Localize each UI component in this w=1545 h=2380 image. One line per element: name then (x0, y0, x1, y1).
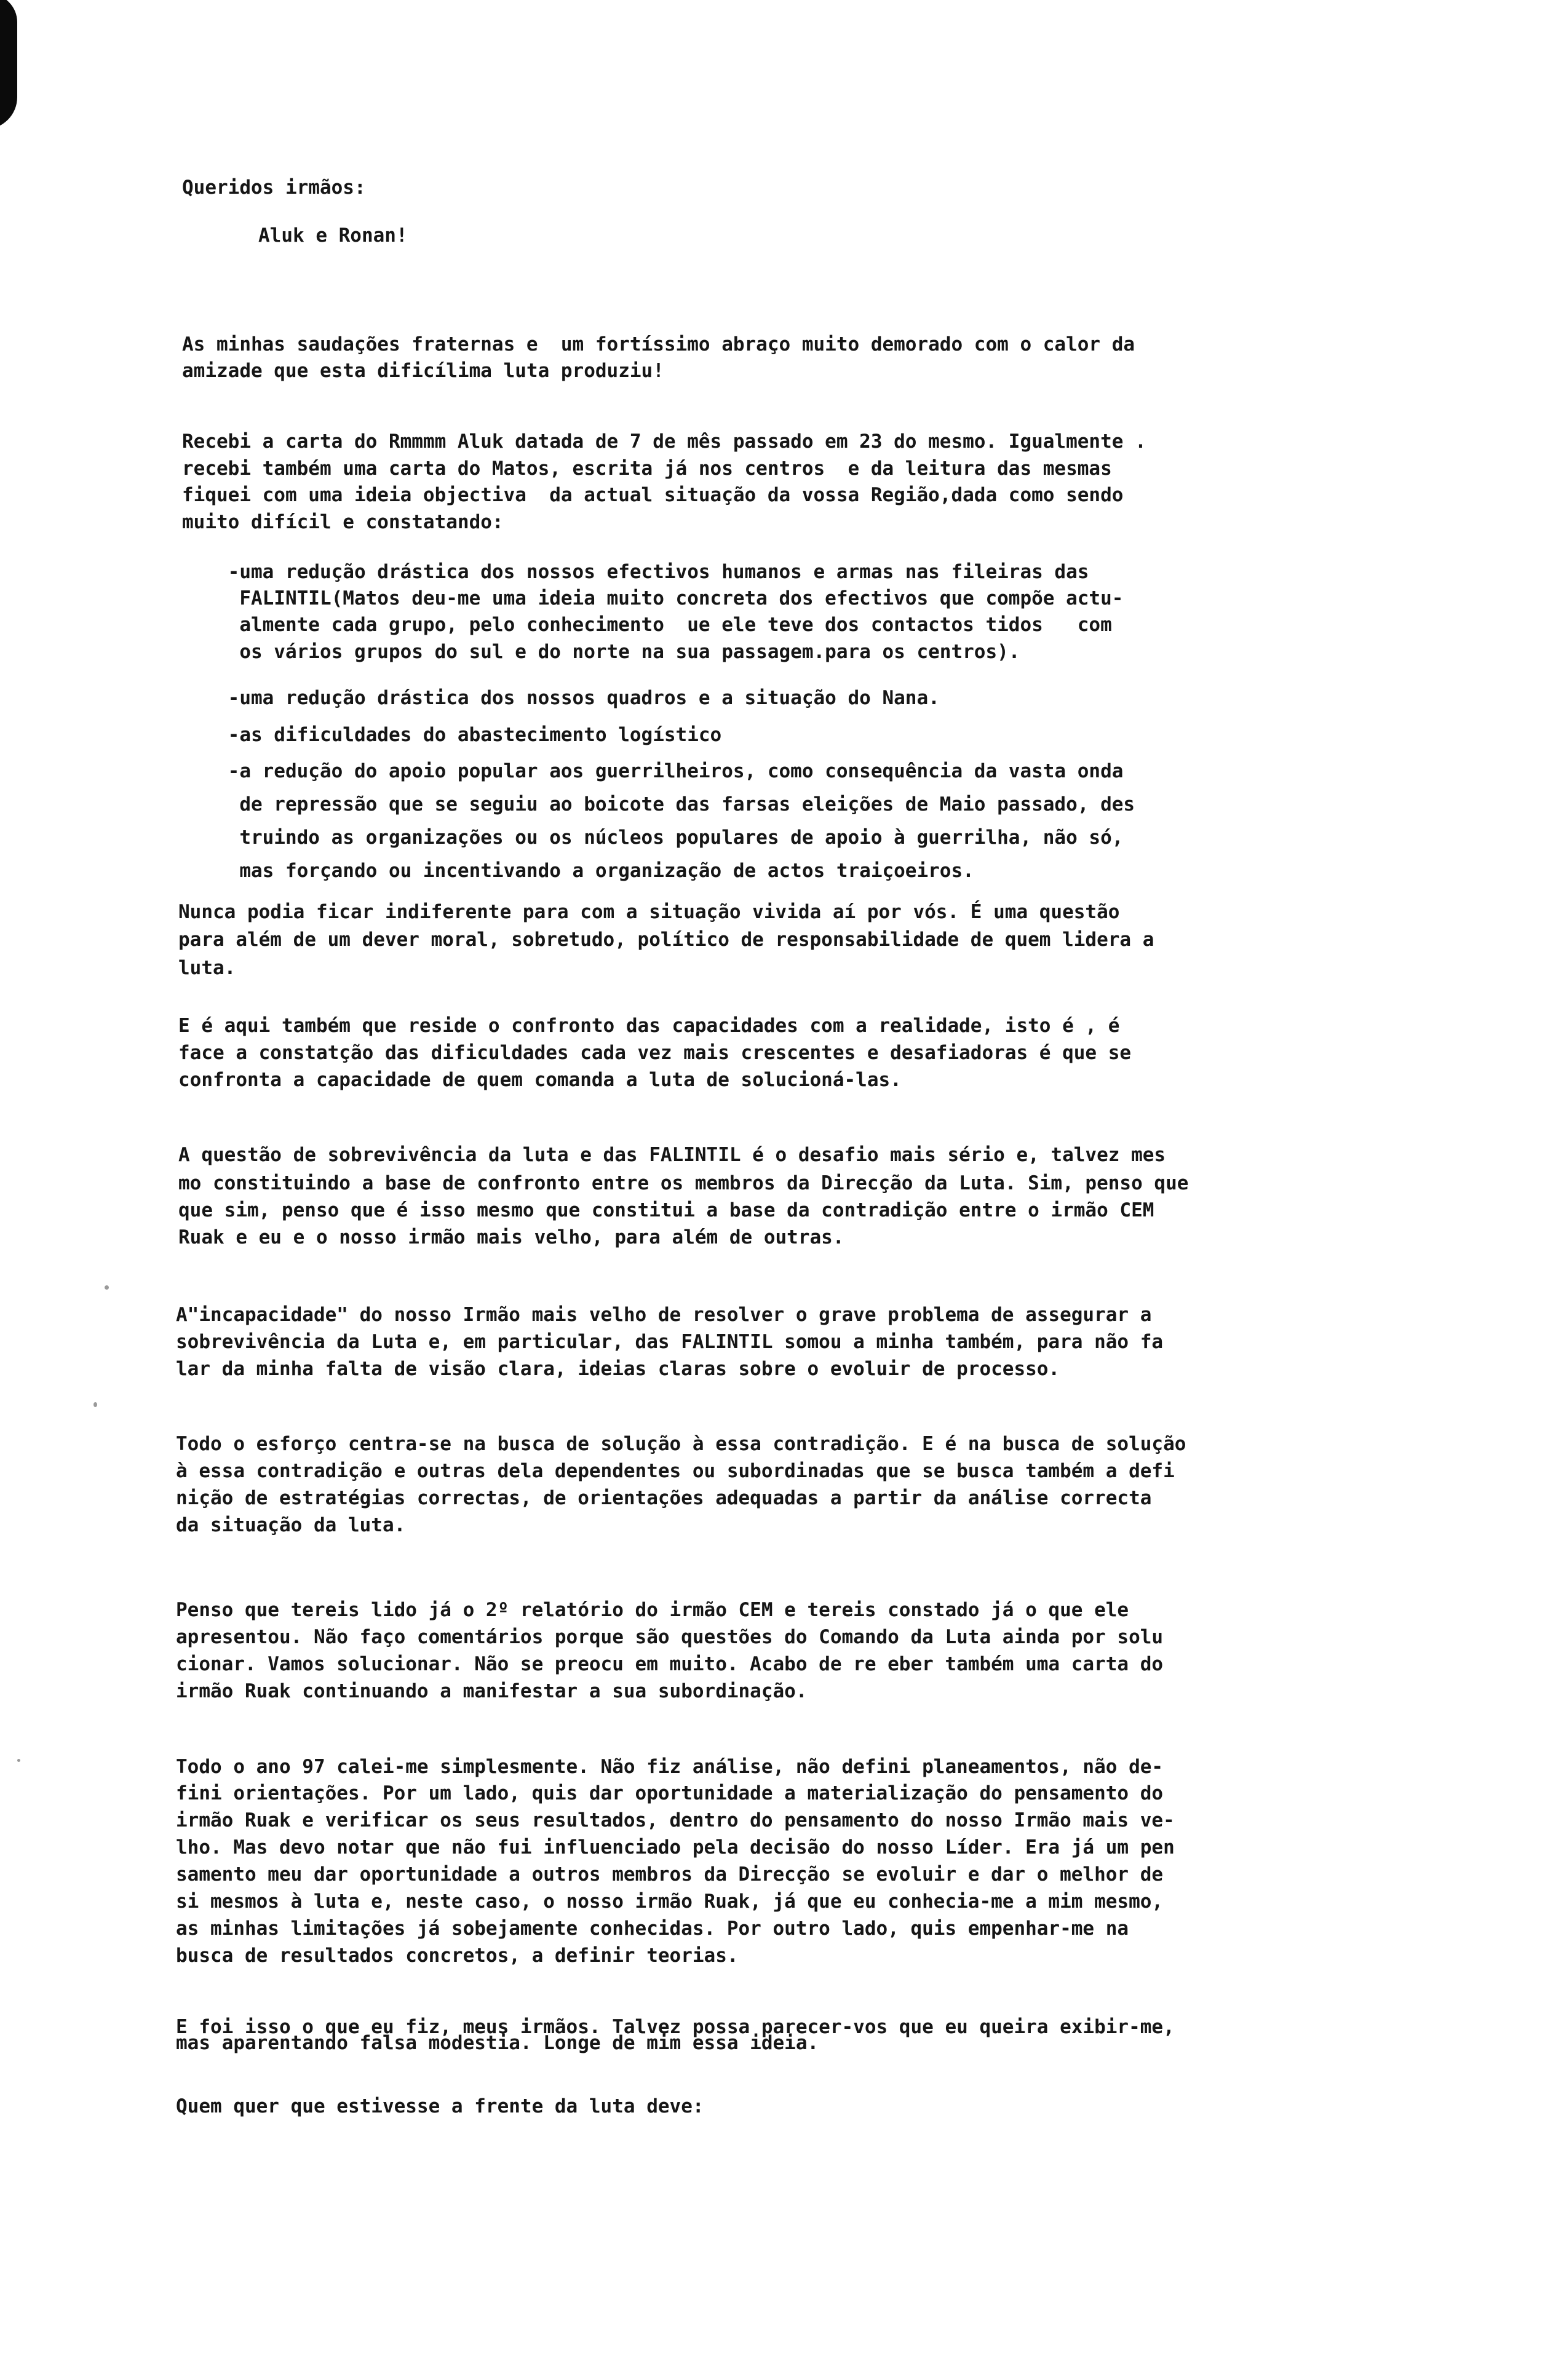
body-line: A questão de sobrevivência da luta e das FALINTIL é o desafio mais sério e, talvez mes (178, 1144, 1166, 1166)
body-line: face a constatção das dificuldades cada vez mais crescentes e desafiadoras é que se (178, 1042, 1132, 1064)
body-line: E é aqui também que reside o confronto das capacidades com a realidade, isto é , é (178, 1015, 1120, 1037)
body-line: da situação da luta. (176, 1514, 406, 1536)
body-line: Todo o esforço centra-se na busca de solução à essa contradição. E é na busca de solução (176, 1433, 1186, 1455)
body-line: Nunca podia ficar indiferente para com a situação vivida aí por vós. É uma questão (178, 901, 1120, 923)
bullet-line: almente cada grupo, pelo conhecimento ue ele teve dos contactos tidos com (182, 614, 1112, 636)
bullet-line: mas forçando ou incentivando a organização de actos traiçoeiros. (182, 860, 974, 882)
bullet-line: -as dificuldades do abastecimento logístico (182, 724, 722, 746)
body-line: nição de estratégias correctas, de orientações adequadas a partir da análise correcta (176, 1487, 1152, 1509)
body-line: busca de resultados concretos, a definir teorias. (176, 1945, 739, 1967)
body-line: mas aparentando falsa modestia. Longe de mim essa ideia. (176, 2032, 819, 2054)
salutation: Queridos irmãos: (182, 177, 366, 199)
body-line: lho. Mas devo notar que não fui influenciado pela decisão do nosso Líder. Era já um pen (176, 1836, 1175, 1858)
scan-edge-blot (0, 0, 17, 129)
bullet-line: truindo as organizações ou os núcleos populares de apoio à guerrilha, não só, (182, 827, 1124, 849)
bullet-line: -a redução do apoio popular aos guerrilheiros, como consequência da vasta onda (182, 760, 1124, 782)
body-line: samento meu dar oportunidade a outros membros da Direcção se evoluir e dar o melhor de (176, 1863, 1164, 1886)
scan-speck (105, 1285, 109, 1290)
scan-speck (17, 1759, 20, 1762)
body-line: que sim, penso que é isso mesmo que constitui a base da contradição entre o irmão CEM (178, 1199, 1154, 1221)
body-line: recebi também uma carta do Matos, escrita já nos centros e da leitura das mesmas (182, 458, 1112, 480)
body-line: si mesmos à luta e, neste caso, o nosso irmão Ruak, já que eu conhecia-me a mim mesmo, (176, 1890, 1164, 1913)
body-line: para além de um dever moral, sobretudo, político de responsabilidade de quem lidera a (178, 929, 1154, 951)
body-line: sobrevivência da Luta e, em particular, das FALINTIL somou a minha também, para não fa (176, 1331, 1164, 1353)
addressees: Aluk e Ronan! (258, 224, 408, 247)
bullet-line: -uma redução drástica dos nossos quadros e a situação do Nana. (182, 687, 940, 709)
body-line: fini orientações. Por um lado, quis dar oportunidade a materialização do pensamento do (176, 1782, 1164, 1804)
body-line: lar da minha falta de visão clara, ideias claras sobre o evoluir de processo. (176, 1358, 1060, 1380)
body-line: E foi isso o que eu fiz, meus irmãos. Talvez possa parecer-vos que eu queira exibir-me, (176, 2016, 1175, 2038)
body-line: Quem quer que estivesse a frente da luta deve: (176, 2095, 704, 2117)
body-line: cionar. Vamos solucionar. Não se preocu em muito. Acabo de re eber também uma carta do (176, 1653, 1164, 1675)
body-line: mo constituindo a base de confronto entre os membros da Direcção da Luta. Sim, penso que (178, 1172, 1189, 1194)
body-line: Penso que tereis lido já o 2º relatório do irmão CEM e tereis constado já o que ele (176, 1599, 1129, 1621)
body-line: A"incapacidade" do nosso Irmão mais velho de resolver o grave problema de assegurar a (176, 1304, 1152, 1326)
bullet-line: FALINTIL(Matos deu-me uma ideia muito concreta dos efectivos que compõe actu- (182, 587, 1124, 609)
body-line: Recebi a carta do Rmmmm Aluk datada de 7 de mês passado em 23 do mesmo. Igualmente . (182, 430, 1146, 453)
body-line: Todo o ano 97 calei-me simplesmente. Não fiz análise, não defini planeamentos, não de- (176, 1756, 1164, 1778)
body-line: fiquei com uma ideia objectiva da actual situação da vossa Região,dada como sendo (182, 484, 1124, 506)
body-line: irmão Ruak e verificar os seus resultados, dentro do pensamento do nosso Irmão mais ve- (176, 1809, 1175, 1831)
bullet-line: os vários grupos do sul e do norte na sua passagem.para os centros). (182, 641, 1020, 663)
body-line: as minhas limitações já sobejamente conhecidas. Por outro lado, quis empenhar-me na (176, 1918, 1129, 1940)
body-line: irmão Ruak continuando a manifestar a sua subordinação. (176, 1680, 808, 1702)
body-line: luta. (178, 957, 236, 979)
body-line: confronta a capacidade de quem comanda a luta de solucioná-las. (178, 1069, 902, 1091)
body-line: apresentou. Não faço comentários porque são questões do Comando da Luta ainda por solu (176, 1626, 1164, 1648)
body-line: amizade que esta dificílima luta produziu! (182, 360, 664, 382)
bullet-line: de repressão que se seguiu ao boicote das farsas eleições de Maio passado, des (182, 793, 1135, 815)
scan-speck (93, 1402, 97, 1407)
body-line: muito difícil e constatando: (182, 511, 504, 533)
body-line: Ruak e eu e o nosso irmão mais velho, para além de outras. (178, 1226, 844, 1248)
body-line: As minhas saudações fraternas e um fortíssimo abraço muito demorado com o calor da (182, 333, 1135, 355)
bullet-line: -uma redução drástica dos nossos efectivos humanos e armas nas fileiras das (182, 561, 1089, 583)
body-line: à essa contradição e outras dela dependentes ou subordinadas que se busca também a defi (176, 1460, 1175, 1482)
